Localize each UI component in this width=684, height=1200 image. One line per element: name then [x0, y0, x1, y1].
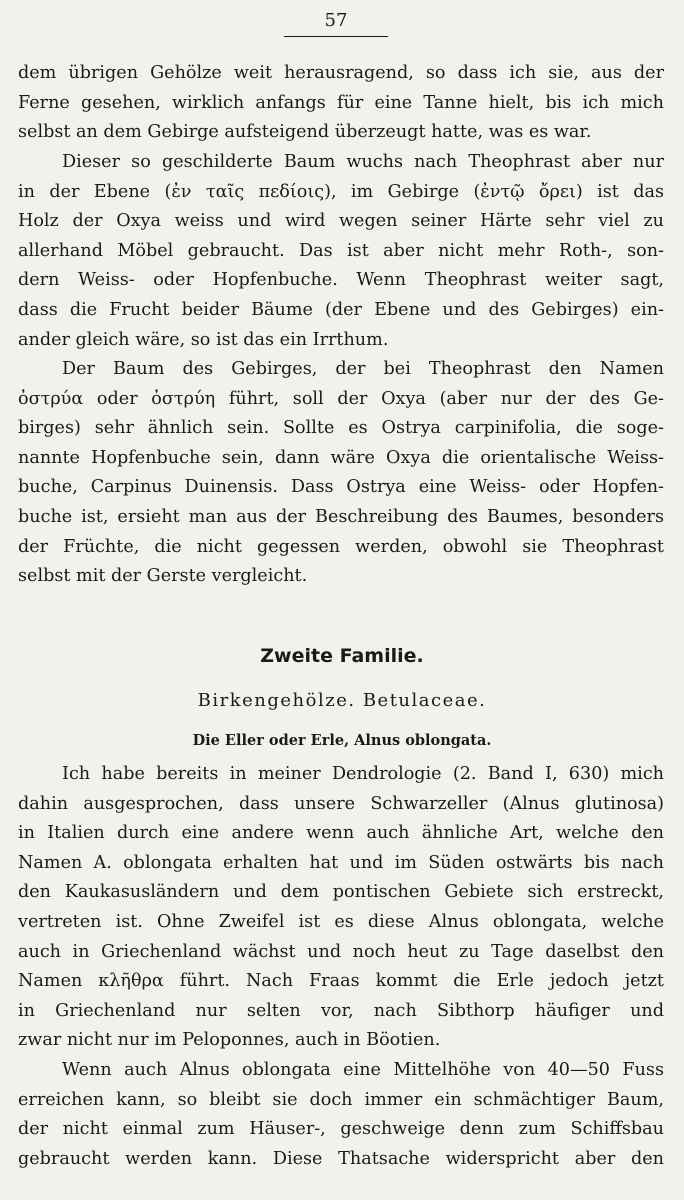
text-line: zwar nicht nur im Peloponnes, auch in Böotien.	[18, 1030, 441, 1051]
text-line: ander gleich wäre, so ist das ein Irrthum.	[18, 329, 389, 350]
text-line: birges) sehr ähnlich sein. Sollte es Ostrya carpinifolia, die soge-	[18, 418, 664, 439]
text-line: Ich habe bereits in meiner Dendrologie (2. Band I, 630) mich	[62, 764, 664, 784]
text-line: Der Baum des Gebirges, der bei Theophrast den Namen	[62, 359, 664, 379]
text-line: der Früchte, die nicht gegessen werden, obwohl sie Theophrast	[18, 536, 664, 557]
text-line: dahin ausgesprochen, dass unsere Schwarzeller (Alnus glutinosa)	[18, 793, 664, 814]
text-line: erreichen kann, so bleibt sie doch immer ein schmächtiger Baum,	[18, 1089, 664, 1110]
text-line: Namen κλῆθρα führt. Nach Fraas kommt die Erle jedoch jetzt	[18, 971, 664, 992]
text-line: selbst mit der Gerste vergleicht.	[18, 566, 308, 587]
paragraph-1	[18, 59, 664, 148]
text-line: ὀστρύα oder ὀστρύη führt, soll der Oxya (aber nur der des Ge-	[18, 388, 664, 409]
text-line: Holz der Oxya weiss und wird wegen seiner Härte sehr viel zu	[18, 211, 664, 232]
text-line: allerhand Möbel gebraucht. Das ist aber nicht mehr Roth-, son-	[18, 240, 664, 261]
paragraph-3	[18, 355, 664, 592]
text-line: Dieser so geschilderte Baum wuchs nach Theophrast aber nur	[62, 152, 664, 172]
group-heading: Birkengehölze. Betulaceae.	[197, 690, 487, 711]
text-line: der nicht einmal zum Häuser-, geschweige denn zum Schiffsbau	[18, 1119, 664, 1140]
text-line: dern Weiss- oder Hopfenbuche. Wenn Theophrast weiter sagt,	[18, 270, 664, 291]
page-number: 57	[324, 10, 348, 31]
text-line: in Italien durch eine andere wenn auch ähnliche Art, welche den	[18, 823, 664, 844]
text-line: den Kaukasusländern und dem pontischen Gebiete sich erstreckt,	[18, 882, 664, 903]
text-line: nannte Hopfenbuche sein, dann wäre Oxya die orientalische Weiss-	[18, 447, 664, 468]
text-line: Namen A. oblongata erhalten hat und im Süden ostwärts bis nach	[18, 852, 664, 873]
text-line: Ferne gesehen, wirklich anfangs für eine Tanne hielt, bis ich mich	[18, 92, 664, 113]
text-line: gebraucht werden kann. Diese Thatsache widerspricht aber den	[18, 1148, 664, 1169]
text-line: in der Ebene (ἐν ταῖς πεδίοις), im Gebirge (ἐντῷ ὄρει) ist das	[18, 181, 664, 202]
paragraph-4	[18, 760, 664, 1056]
text-line: dass die Frucht beider Bäume (der Ebene und des Gebirges) ein-	[18, 299, 664, 320]
paragraph-2	[18, 148, 664, 355]
text-line: dem übrigen Gehölze weit herausragend, so dass ich sie, aus der	[18, 63, 664, 83]
paragraph-5	[18, 1056, 664, 1174]
page-number-rule	[284, 36, 388, 37]
family-heading: Zweite Familie.	[260, 645, 424, 667]
text-line: buche, Carpinus Duinensis. Dass Ostrya eine Weiss- oder Hopfen-	[18, 477, 664, 498]
text-line: in Griechenland nur selten vor, nach Sibthorp häufiger und	[18, 1000, 664, 1021]
text-line: selbst an dem Gebirge aufsteigend überzeugt hatte, was es war.	[18, 122, 592, 143]
text-line: auch in Griechenland wächst und noch heut zu Tage daselbst den	[18, 941, 664, 962]
text-line: vertreten ist. Ohne Zweifel ist es diese Alnus oblongata, welche	[18, 911, 664, 932]
text-line: Wenn auch Alnus oblongata eine Mittelhöhe von 40—50 Fuss	[62, 1060, 664, 1080]
text-line: buche ist, ersieht man aus der Beschreibung des Baumes, besonders	[18, 506, 664, 527]
species-heading: Die Eller oder Erle, Alnus oblongata.	[192, 732, 492, 749]
